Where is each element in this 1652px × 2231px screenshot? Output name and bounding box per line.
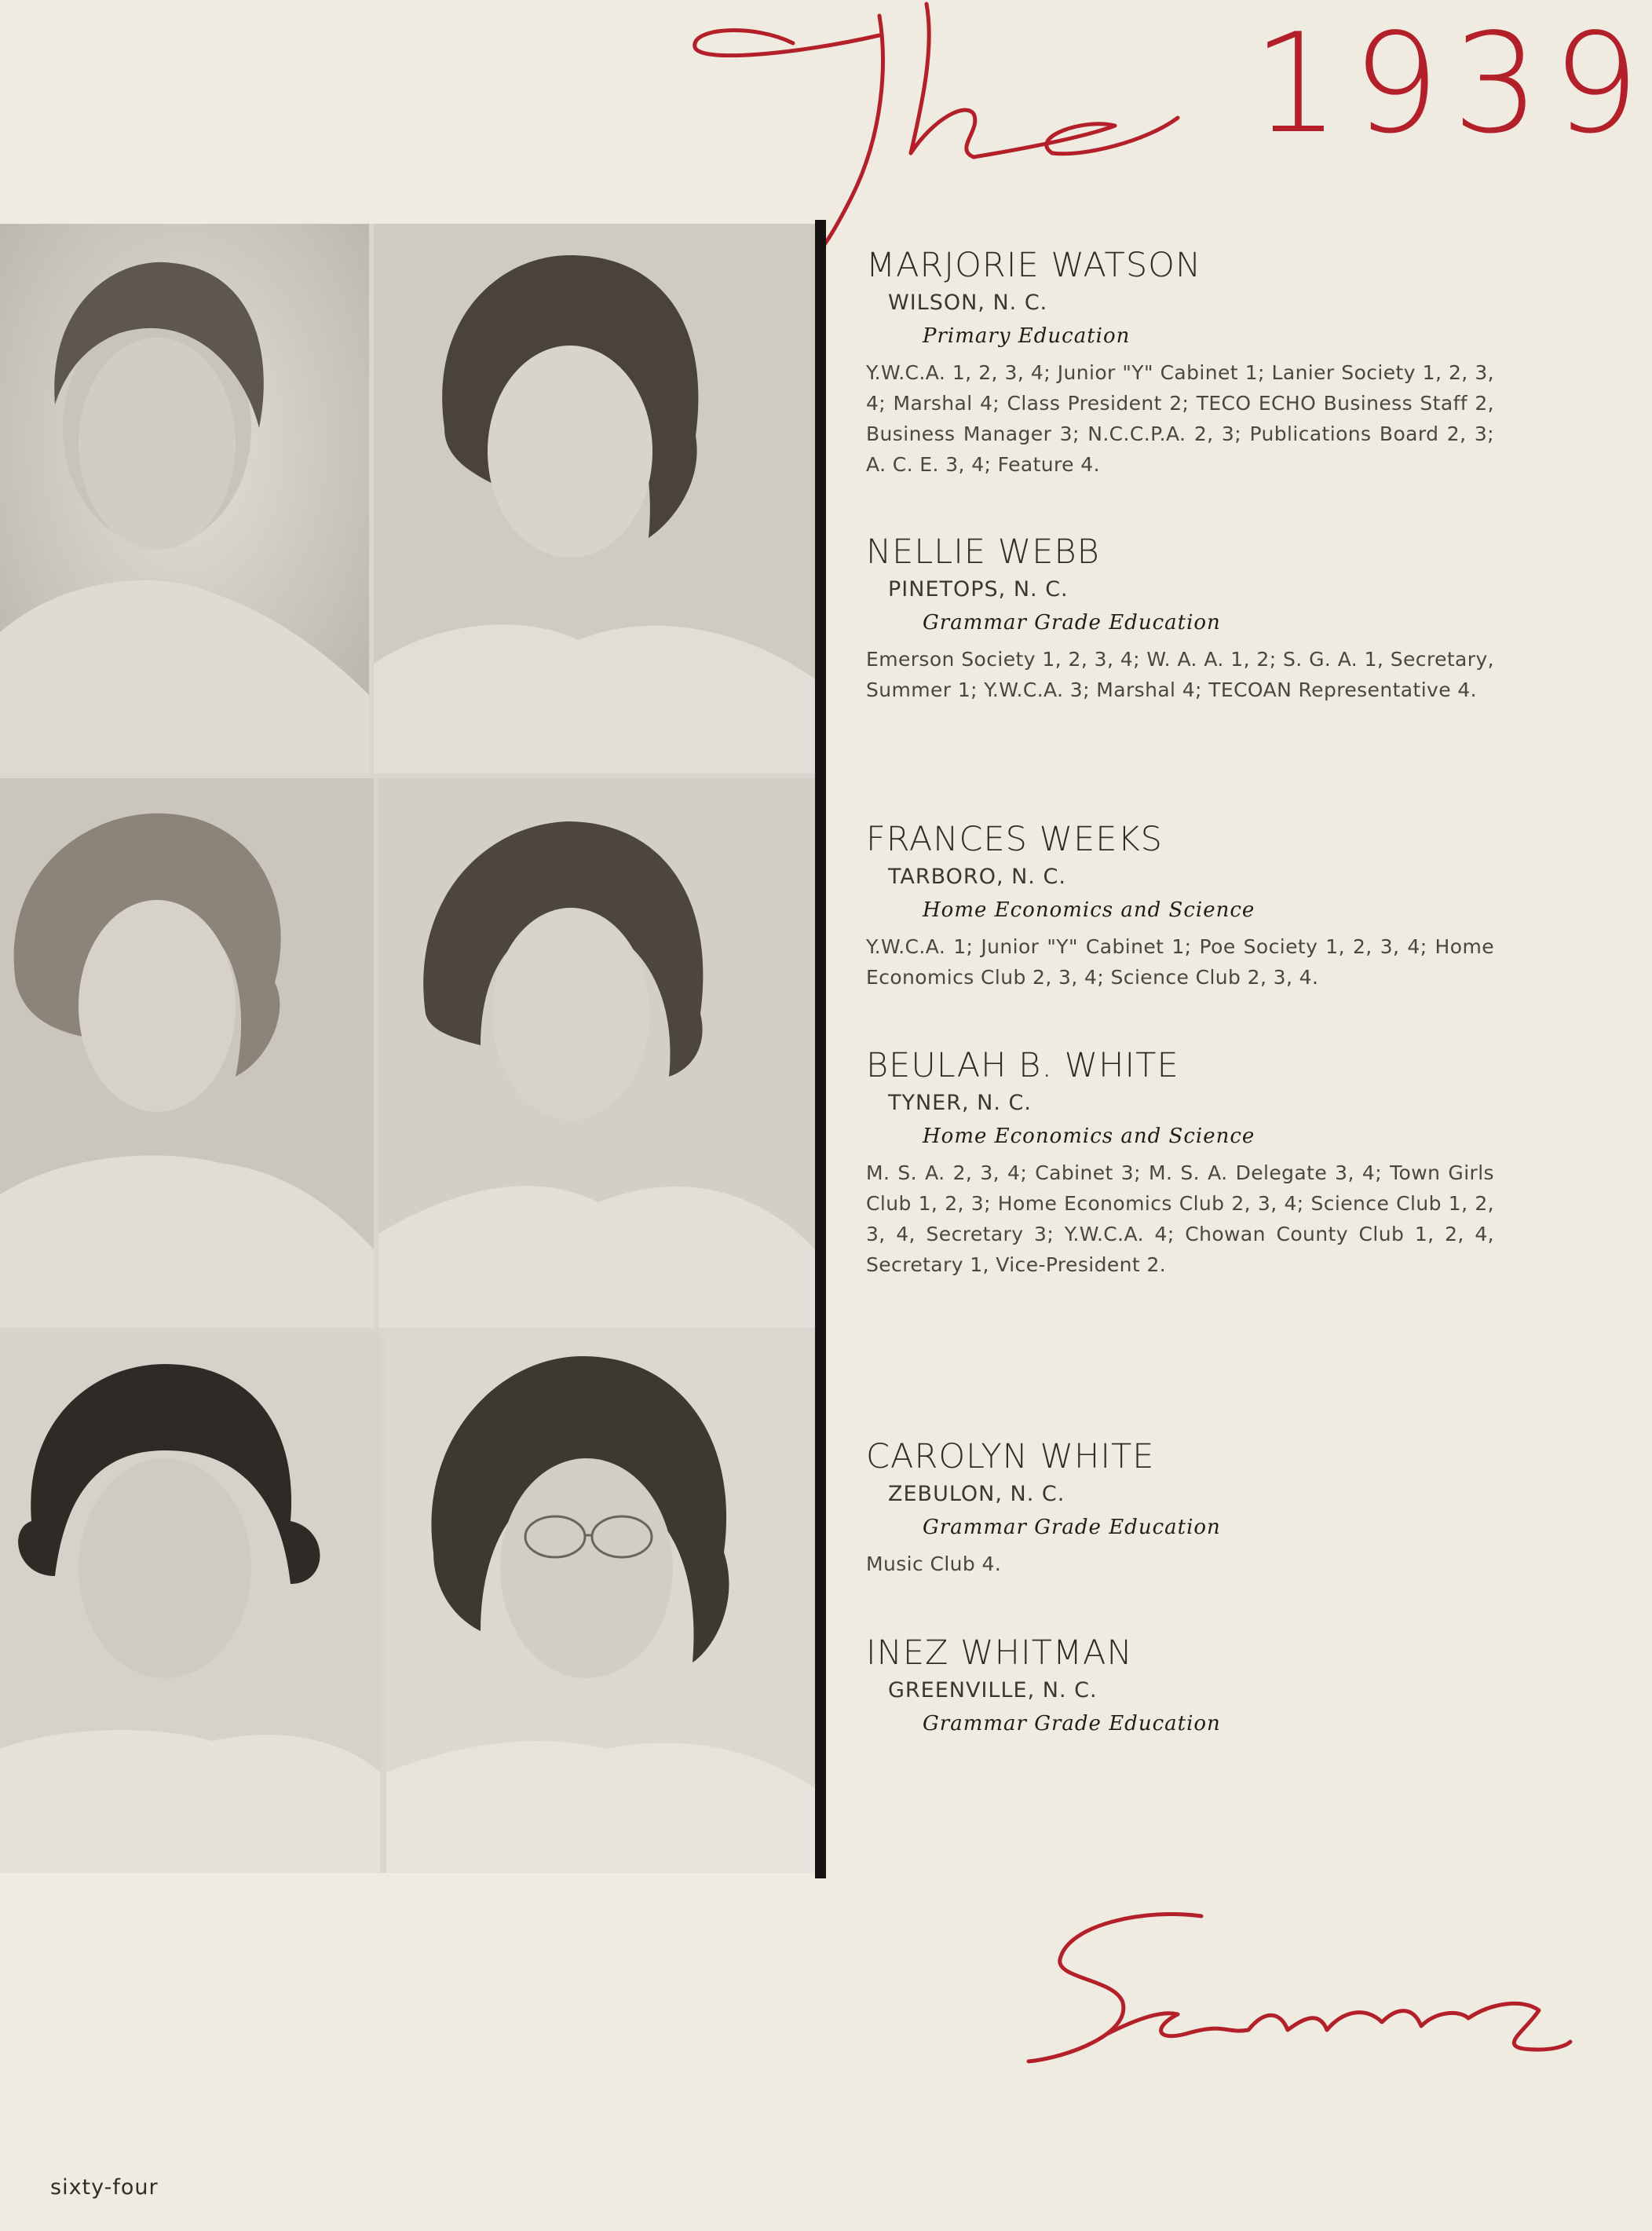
- script-the-h: [911, 4, 975, 157]
- photo-marjorie-watson: [0, 224, 369, 774]
- entry-nellie-webb: [866, 534, 1494, 705]
- entry-major: Grammar Grade Education: [923, 611, 1221, 635]
- entry-name: INEZ WHITMAN: [866, 1633, 1133, 1673]
- entry-name: FRANCES WEEKS: [866, 820, 1163, 859]
- photo-carolyn-white: [0, 1333, 380, 1873]
- entry-frances-weeks: [866, 821, 1494, 993]
- photo-beulah-white: [378, 778, 815, 1328]
- photo-grid-border-bar: [815, 220, 826, 1878]
- entry-name: MARJORIE WATSON: [866, 246, 1202, 285]
- script-seniors-rest: [1107, 2003, 1570, 2050]
- entry-town: PINETOPS, N. C.: [888, 577, 1069, 602]
- entry-major: Grammar Grade Education: [923, 1712, 1221, 1736]
- portrait-grid: [0, 224, 821, 1873]
- entry-name: CAROLYN WHITE: [866, 1437, 1155, 1476]
- entry-name: BEULAH B. WHITE: [866, 1046, 1179, 1085]
- photo-inez-whitman: [386, 1333, 815, 1873]
- entry-activities: Music Club 4.: [866, 1553, 1002, 1576]
- entry-town: TYNER, N. C.: [888, 1091, 1032, 1116]
- script-the-e: [974, 118, 1178, 157]
- entry-major: Grammar Grade Education: [923, 1516, 1221, 1540]
- entry-activities: Y.W.C.A. 1, 2, 3, 4; Junior "Y" Cabinet 1; Lanier Society 1, 2, 3, 4; Marshal 4; Class President 2; TECO ECHO Business Staff 2, Business Manager 3; N.C.C.P.A. 2, 3; Publications Board 2, 3; A. C. E. 3, 4; Feature 4.: [866, 361, 1494, 477]
- header-year: 1939: [1252, 5, 1652, 164]
- entry-town: GREENVILLE, N. C.: [888, 1678, 1098, 1703]
- entry-major: Home Economics and Science: [923, 1125, 1255, 1149]
- script-seniors-s: [1029, 1914, 1201, 2061]
- entry-activities: Emerson Society 1, 2, 3, 4; W. A. A. 1, 2; S. G. A. 1, Secretary, Summer 1; Y.W.C.A. 3; Marshal 4; TECOAN Representative 4.: [866, 648, 1494, 702]
- entry-town: WILSON, N. C.: [888, 291, 1048, 316]
- entry-major: Home Economics and Science: [923, 898, 1255, 923]
- page-number: sixty-four: [50, 2175, 159, 2200]
- photo-frances-weeks: [0, 778, 374, 1328]
- entry-name: NELLIE WEBB: [866, 532, 1100, 572]
- script-the-t-crossbar: [695, 31, 879, 56]
- entry-marjorie-watson: [866, 247, 1494, 480]
- entry-beulah-white: [866, 1048, 1494, 1280]
- photo-nellie-webb: [374, 224, 815, 774]
- entry-carolyn-white: [866, 1439, 1494, 1579]
- entry-major: Primary Education: [923, 324, 1131, 349]
- entry-inez-whitman: [866, 1635, 1494, 1735]
- entry-activities: M. S. A. 2, 3, 4; Cabinet 3; M. S. A. Delegate 3, 4; Town Girls Club 1, 2, 3; Home Economics Club 2, 3, 4; Science Club 1, 2, 3, 4, Secretary 3; Y.W.C.A. 4; Chowan County Club 1, 2, 4, Secretary 1, Vice-President 2.: [866, 1161, 1494, 1277]
- entry-activities: Y.W.C.A. 1; Junior "Y" Cabinet 1; Poe Society 1, 2, 3, 4; Home Economics Club 2, 3, 4; Science Club 2, 3, 4.: [866, 935, 1494, 989]
- entry-town: TARBORO, N. C.: [888, 865, 1066, 890]
- entry-town: ZEBULON, N. C.: [888, 1482, 1065, 1507]
